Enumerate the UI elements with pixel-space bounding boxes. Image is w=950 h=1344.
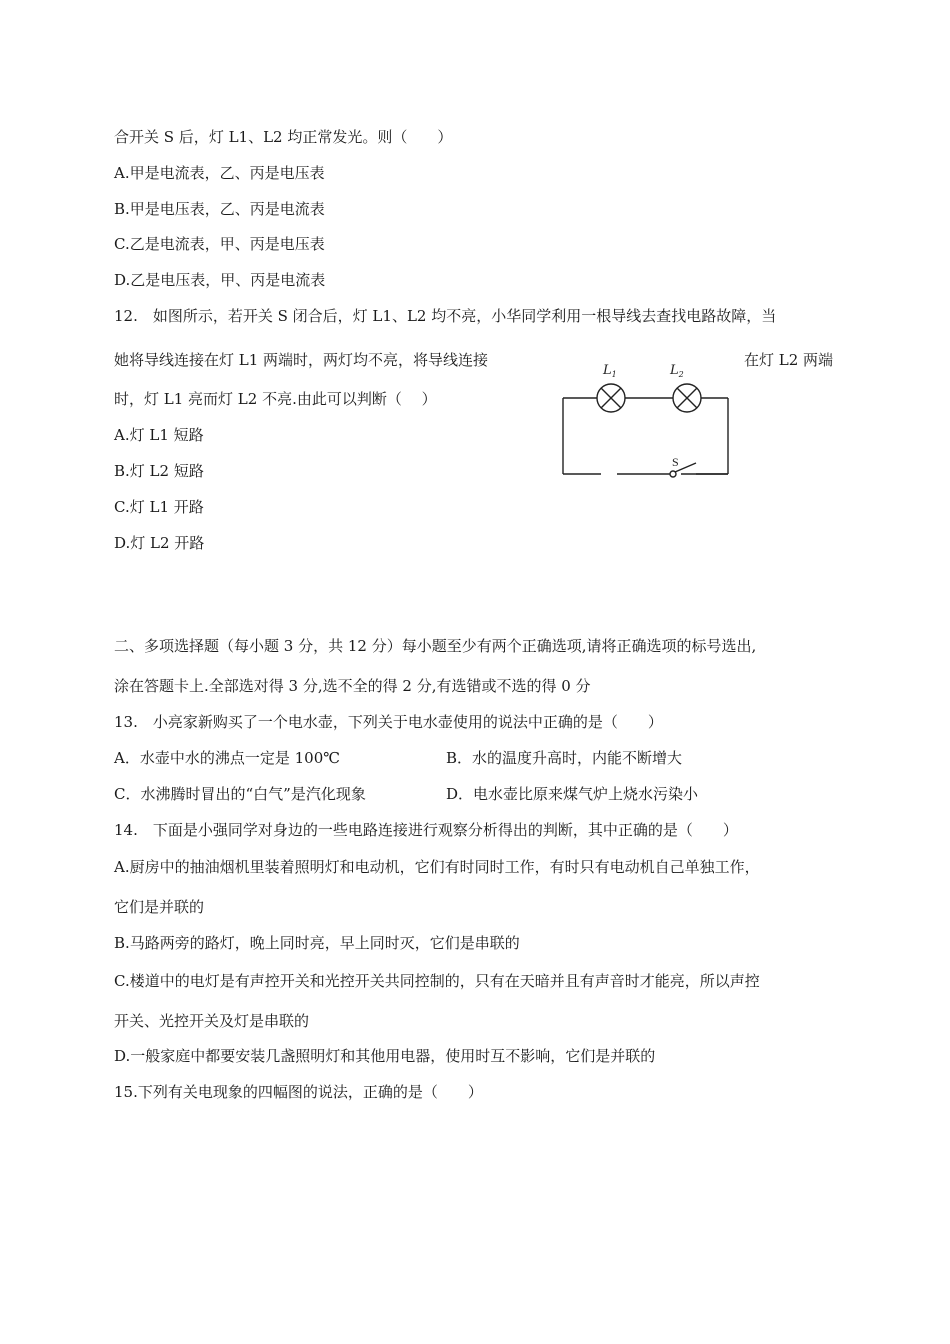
q12-stem-line3: 时，灯 L1 亮而灯 L2 不亮.由此可以判断（ ）	[114, 390, 437, 408]
lamp-l2-label: $L_2$	[670, 363, 684, 379]
q14-option-d: D.一般家庭中都要安装几盏照明灯和其他用电器，使用时互不影响，它们是并联的	[114, 1047, 656, 1065]
section2-heading-line2: 涂在答题卡上.全部选对得 3 分,选不全的得 2 分,有选错或不选的得 0 分	[114, 677, 591, 695]
q12-stem-line2a: 她将导线连接在灯 L1 两端时，两灯均不亮，将导线连接	[114, 351, 489, 369]
lamp-l2	[673, 384, 701, 412]
q13-option-c: C．水沸腾时冒出的“白气”是汽化现象	[114, 785, 366, 803]
q12-option-b: B.灯 L2 短路	[114, 462, 204, 480]
section2-heading-line1: 二、多项选择题（每小题 3 分，共 12 分）每小题至少有两个正确选项,请将正确选项的标号选出,	[114, 637, 757, 655]
q13-stem: 13. 小亮家新购买了一个电水壶，下列关于电水壶使用的说法中正确的是（ ）	[114, 713, 663, 731]
q12-stem-line1: 12. 如图所示，若开关 S 闭合后，灯 L1、L2 均不亮，小华同学利用一根导线去查找电路故障，当	[114, 307, 777, 325]
q11-stem-tail: 合开关 S 后，灯 L1、L2 均正常发光。则（ ）	[114, 128, 453, 146]
q14-option-b: B.马路两旁的路灯，晚上同时亮，早上同时灭，它们是串联的	[114, 934, 520, 952]
q14-option-c-line2: 开关、光控开关及灯是串联的	[114, 1012, 310, 1030]
q15-stem: 15.下列有关电现象的四幅图的说法，正确的是（ ）	[114, 1083, 483, 1101]
q11-option-d: D.乙是电压表，甲、丙是电流表	[114, 271, 326, 289]
q11-option-b: B.甲是电压表，乙、丙是电流表	[114, 200, 325, 218]
switch-label: S	[672, 455, 679, 469]
q13-option-d: D．电水壶比原来煤气炉上烧水污染小	[446, 785, 699, 803]
lamp-l1	[597, 384, 625, 412]
q12-option-a: A.灯 L1 短路	[114, 426, 204, 444]
q12-option-c: C.灯 L1 开路	[114, 498, 204, 516]
q12-stem-line2b: 在灯 L2 两端	[744, 351, 834, 369]
q13-option-a: A．水壶中水的沸点一定是 100℃	[114, 749, 341, 767]
q14-stem: 14. 下面是小强同学对身边的一些电路连接进行观察分析得出的判断，其中正确的是（ ）	[114, 821, 738, 839]
q11-option-a: A.甲是电流表，乙、丙是电压表	[114, 164, 325, 182]
q11-option-c: C.乙是电流表，甲、丙是电压表	[114, 235, 325, 253]
lamp-l1-label: $L_1$	[603, 363, 617, 379]
q14-option-a-line1: A.厨房中的抽油烟机里装着照明灯和电动机，它们有时同时工作，有时只有电动机自己单独工作，	[114, 858, 760, 876]
q13-option-b: B．水的温度升高时，内能不断增大	[446, 749, 683, 767]
q12-option-d: D.灯 L2 开路	[114, 534, 205, 552]
circuit-diagram	[555, 360, 745, 485]
q14-option-c-line1: C.楼道中的电灯是有声控开关和光控开关共同控制的，只有在天暗并且有声音时才能亮，所以声控	[114, 972, 760, 990]
q14-option-a-line2: 它们是并联的	[114, 898, 205, 916]
